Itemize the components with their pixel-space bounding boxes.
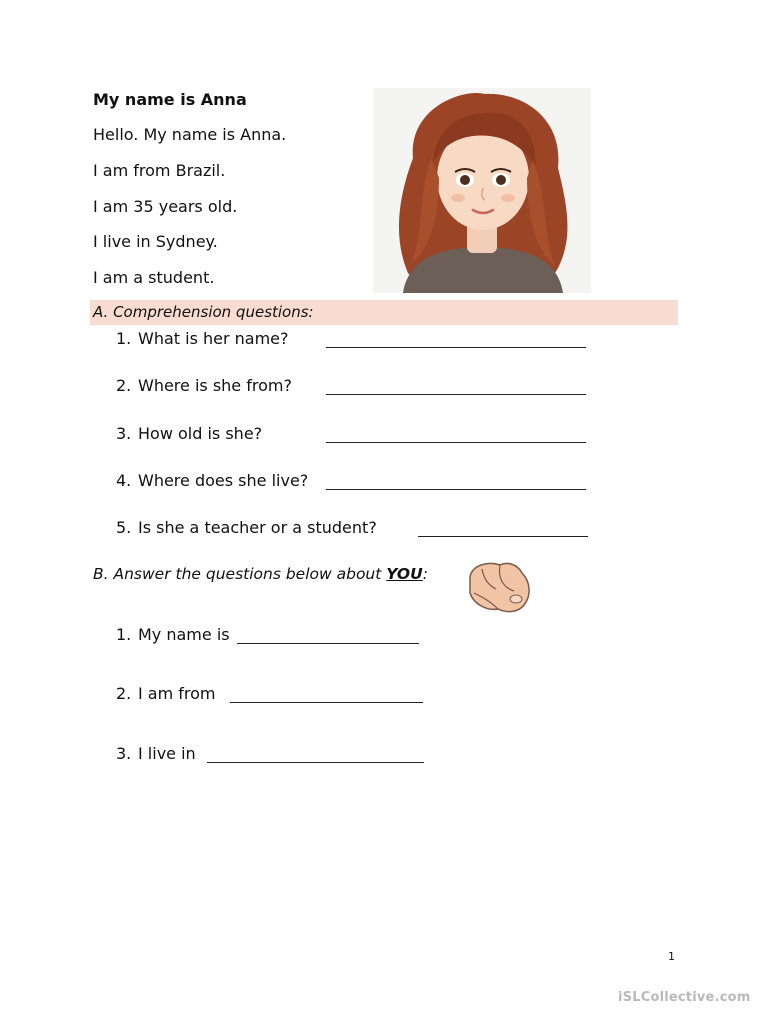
pointing-hand-icon [462,555,534,617]
story-line-3: I am 35 years old. [93,197,238,216]
prompt-text: I live in [138,744,196,763]
question-number: 3. [116,424,132,443]
question-4 [116,471,308,490]
question-5 [116,518,377,537]
prompt-number: 2. [116,684,132,703]
story-line-5: I am a student. [93,268,215,287]
answer-blank-b3[interactable] [207,745,424,763]
question-2 [116,376,292,395]
question-number: 4. [116,471,132,490]
prompt-2 [116,684,216,703]
prompt-3 [116,744,196,763]
section-b-heading [93,565,428,583]
question-text: Is she a teacher or a student? [138,518,377,537]
question-text: Where is she from? [138,376,292,395]
prompt-text: My name is [138,625,230,644]
answer-blank-2[interactable] [326,377,586,395]
page-number: 1 [668,950,675,963]
prompt-number: 3. [116,744,132,763]
prompt-text: I am from [138,684,216,703]
section-b-prefix: B. Answer the questions below about [93,565,387,583]
story-line-4: I live in Sydney. [93,232,218,251]
section-b-suffix: : [422,565,428,583]
prompt-1 [116,625,230,644]
question-number: 2. [116,376,132,395]
answer-blank-5[interactable] [418,519,588,537]
answer-blank-1[interactable] [326,330,586,348]
answer-blank-b2[interactable] [230,685,423,703]
worksheet-title: My name is Anna [93,90,247,109]
answer-blank-4[interactable] [326,472,586,490]
question-number: 1. [116,329,132,348]
watermark: iSLCollective.com [618,990,751,1005]
answer-blank-3[interactable] [326,425,586,443]
girl-portrait [373,88,591,293]
question-1 [116,329,289,348]
section-a-heading: A. Comprehension questions: [93,303,314,321]
story-line-1: Hello. My name is Anna. [93,125,287,144]
question-3 [116,424,262,443]
question-text: Where does she live? [138,471,309,490]
prompt-number: 1. [116,625,132,644]
answer-blank-b1[interactable] [237,626,419,644]
section-b-emphasis: YOU [386,565,423,583]
question-number: 5. [116,518,132,537]
story-line-2: I am from Brazil. [93,161,226,180]
question-text: How old is she? [138,424,263,443]
question-text: What is her name? [138,329,289,348]
